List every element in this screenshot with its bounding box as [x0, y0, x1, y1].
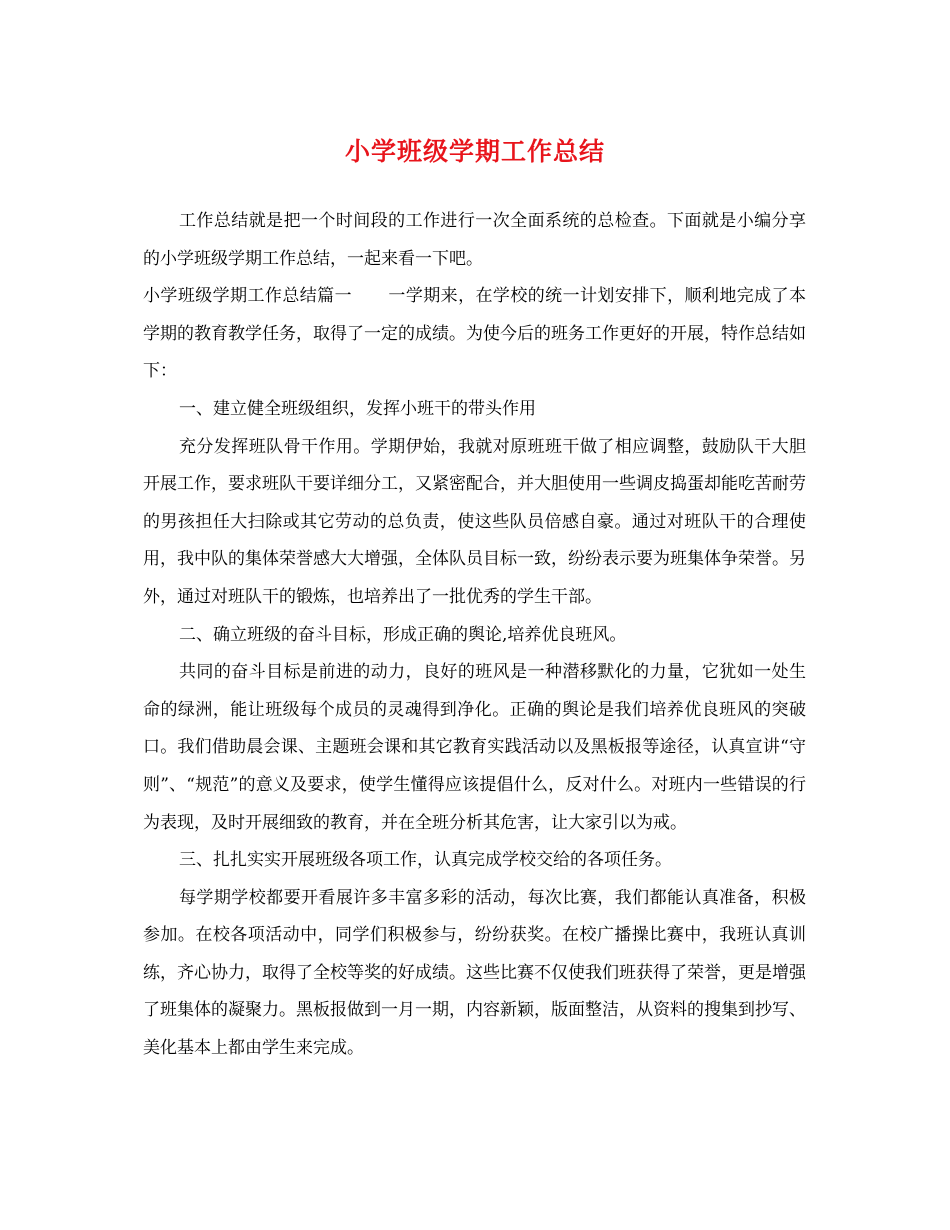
section-heading-2: 二、确立班级的奋斗目标，形成正确的舆论,培养优良班风。	[179, 624, 627, 645]
section-heading-3: 三、扎扎实实开展班级各项工作，认真完成学校交给的各项任务。	[179, 850, 672, 871]
section-paragraph-2: 共同的奋斗目标是前进的动力，良好的班风是一种潜移默化的力量，它犹如一处生命的绿洲，能让班级每个成员的灵魂得到净化。正确的舆论是我们培养优良班风的突破口。我们借助晨会课、主题班会课和其它教育实践活动以及黑板报等途径，认真宣讲“守则”、“规范”的意义及要求，使学生懂得应该提倡什么，反对什么。对班内一些错误的行为表现，及时开展细致的教育，并在全班分析其危害，让大家引以为戒。	[143, 662, 806, 833]
section-paragraph-3: 每学期学校都要开看展许多丰富多彩的活动，每次比赛，我们都能认真准备，积极参加。在校各项活动中，同学们积极参与，纷纷获奖。在校广播操比赛中，我班认真训练，齐心协力，取得了全校等奖的好成绩。这些比赛不仅使我们班获得了荣誉，更是增强了班集体的凝聚力。黑板报做到一月一期，内容新颖，版面整洁，从资料的搜集到抄写、美化基本上都由学生来完成。	[143, 887, 806, 1059]
intro-paragraph: 工作总结就是把一个时间段的工作进行一次全面系统的总检查。下面就是小编分享的小学班级学期工作总结，一起来看一下吧。	[143, 211, 806, 269]
part-label: 小学班级学期工作总结篇一	[143, 286, 352, 307]
document-title: 小学班级学期工作总结	[344, 137, 605, 166]
section-paragraph-1: 充分发挥班队骨干作用。学期伊始，我就对原班班干做了相应调整，鼓励队干大胆开展工作，要求班队干要详细分工，又紧密配合，并大胆使用一些调皮捣蛋却能吃苦耐劳的男孩担任大扫除或其它劳动的总负责，使这些队员倍感自豪。通过对班队干的合理使用，我中队的集体荣誉感大大增强，全体队员目标一致，纷纷表示要为班集体争荣誉。另外，通过对班队干的锻炼，也培养出了一批优秀的学生干部。	[143, 436, 806, 607]
part-text: 一学期来，在学校的统一计划安排下，顺利地完成了本学期的教育教学任务，取得了一定的成绩。为使今后的班务工作更好的开展，特作总结如下：	[143, 286, 806, 382]
section-heading-1: 一、建立健全班级组织，发挥小班干的带头作用	[179, 398, 536, 419]
part-paragraph	[143, 278, 806, 391]
document-body	[143, 203, 806, 1068]
